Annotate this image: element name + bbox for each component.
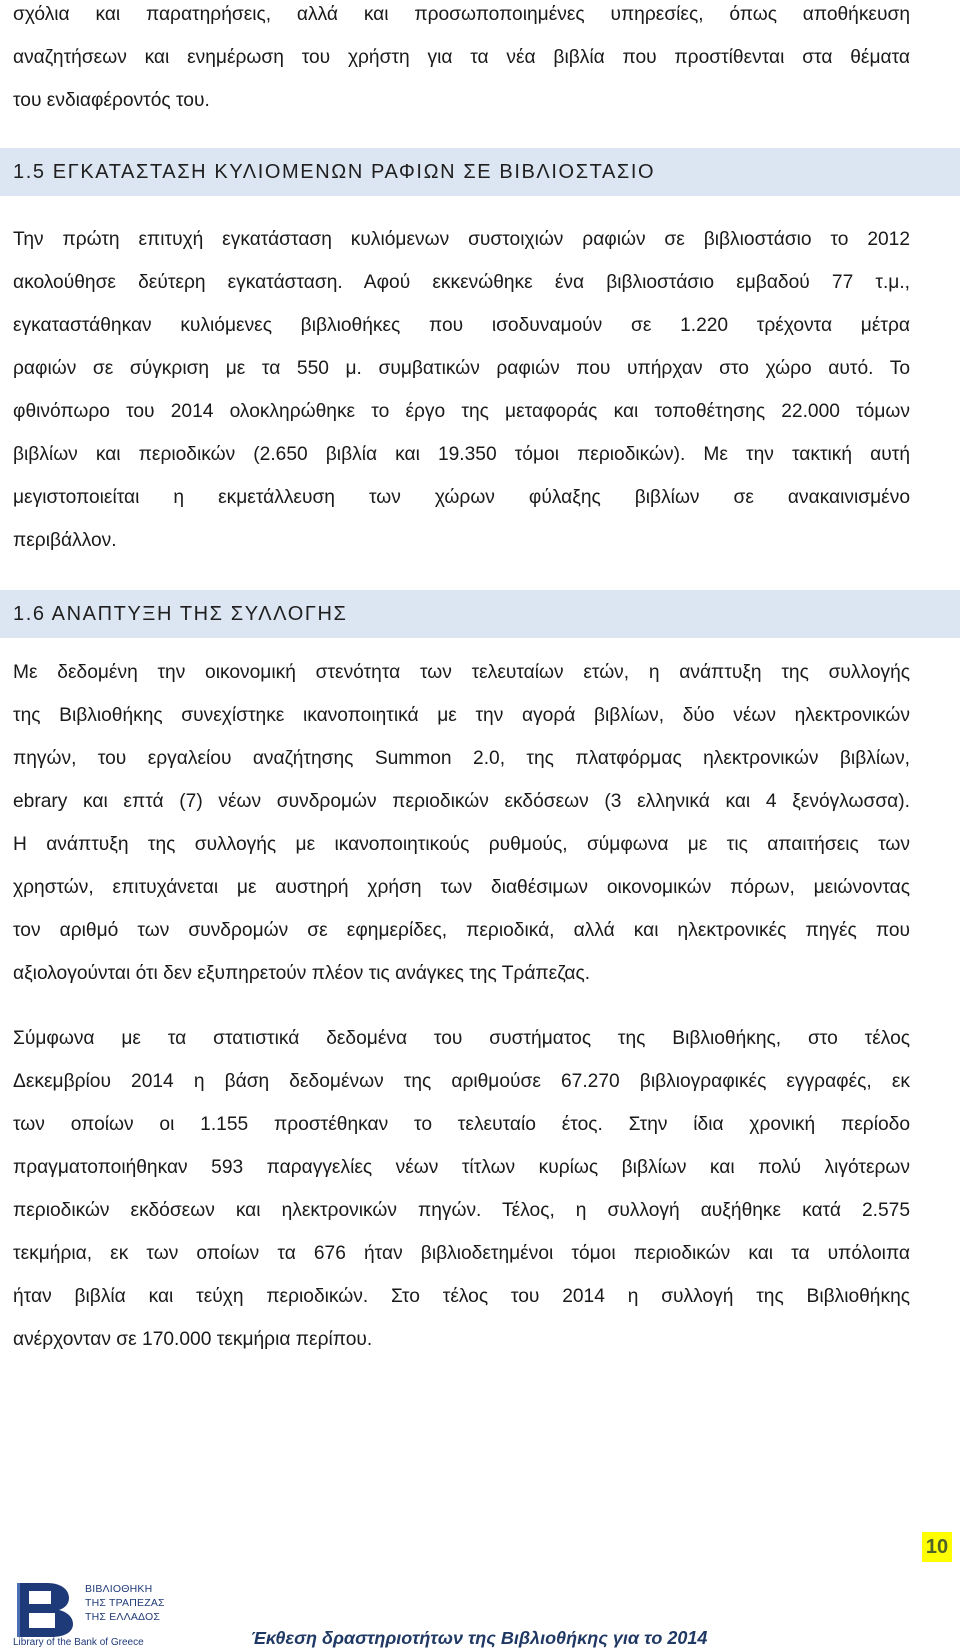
text-line: τεκμήρια, εκ των οποίων τα 676 ήταν βιβλιοδετημένοι τόμοι περιοδικών και τα υπόλοιπα bbox=[13, 1243, 910, 1264]
text-line: των οποίων οι 1.155 προστέθηκαν το τελευταίο έτος. Στην ίδια χρονική περίοδο bbox=[13, 1114, 910, 1135]
intro-paragraph bbox=[13, 0, 910, 122]
text-line: Σύμφωνα με τα στατιστικά δεδομένα του συστήματος της Βιβλιοθήκης, στο τέλος bbox=[13, 1028, 910, 1049]
text-line: αναζητήσεων και ενημέρωση του χρήστη για τα νέα βιβλία που προστίθενται στα θέματα bbox=[13, 47, 910, 68]
text-line: ήταν βιβλία και τεύχη περιοδικών. Στο τέλος του 2014 η συλλογή της Βιβλιοθήκης bbox=[13, 1286, 910, 1307]
text-line: Δεκεμβρίου 2014 η βάση δεδομένων της αριθμούσε 67.270 βιβλιογραφικές εγγραφές, εκ bbox=[13, 1071, 910, 1092]
text-line: ανέρχονταν σε 170.000 τεκμήρια περίπου. bbox=[13, 1329, 373, 1350]
text-line: σχόλια και παρατηρήσεις, αλλά και προσωποποιημένες υπηρεσίες, όπως αποθήκευση bbox=[13, 4, 910, 25]
page-number: 10 bbox=[922, 1532, 952, 1562]
text-line: εγκαταστάθηκαν κυλιόμενες βιβλιοθήκες που ισοδυναμούν σε 1.220 τρέχοντα μέτρα bbox=[13, 315, 910, 336]
text-line: περιοδικών εκδόσεων και ηλεκτρονικών πηγών. Τέλος, η συλλογή αυξήθηκε κατά 2.575 bbox=[13, 1200, 910, 1221]
text-line: ραφιών σε σύγκριση με τα 550 μ. συμβατικών ραφιών που υπήρχαν στο χώρο αυτό. Το bbox=[13, 358, 910, 379]
report-footer-title: Έκθεση δραστηριοτήτων της Βιβλιοθήκης για το 2014 bbox=[250, 1628, 708, 1648]
logo-text-line-3: ΤΗΣ ΕΛΛΑΔΟΣ bbox=[85, 1611, 161, 1623]
text-line: πραγματοποιήθηκαν 593 παραγγελίες νέων τίτλων κυρίως βιβλίων και πολύ λιγότερων bbox=[13, 1157, 910, 1178]
bank-of-greece-library-logo bbox=[13, 1581, 165, 1648]
text-line: τον αριθμό των συνδρομών σε εφημερίδες, περιοδικά, αλλά και ηλεκτρονικές πηγές που bbox=[13, 920, 910, 941]
text-line: του ενδιαφέροντός του. bbox=[13, 90, 210, 111]
text-line: χρηστών, επιτυχάνεται με αυστηρή χρήση των διαθέσιμων οικονομικών πόρων, μειώνοντας bbox=[13, 877, 910, 898]
logo-text-line-1: ΒΙΒΛΙΟΘΗΚΗ bbox=[85, 1583, 153, 1595]
section-1-6-paragraph-1 bbox=[13, 651, 910, 995]
library-b-logo-icon bbox=[13, 1581, 83, 1637]
text-line: περιβάλλον. bbox=[13, 530, 117, 551]
text-line: βιβλίων και περιοδικών (2.650 βιβλία και 19.350 τόμοι περιοδικών). Με την τακτική αυτή bbox=[13, 444, 910, 465]
text-line: της Βιβλιοθήκης συνεχίστηκε ικανοποιητικά με την αγορά βιβλίων, δύο νέων ηλεκτρονικών bbox=[13, 705, 910, 726]
text-line: αξιολογούνται ότι δεν εξυπηρετούν πλέον τις ανάγκες της Τράπεζας. bbox=[13, 963, 591, 984]
logo-caption: Library of the Bank of Greece bbox=[13, 1637, 144, 1648]
text-line: ακολούθησε δεύτερη εγκατάσταση. Αφού εκκενώθηκε ένα βιβλιοστάσιο εμβαδού 77 τ.μ., bbox=[13, 272, 910, 293]
text-line: πηγών, του εργαλείου αναζήτησης Summon 2.0, της πλατφόρμας ηλεκτρονικών βιβλίων, bbox=[13, 748, 910, 769]
text-line: Την πρώτη επιτυχή εγκατάσταση κυλιόμενων συστοιχιών ραφιών σε βιβλιοστάσιο το 2012 bbox=[13, 229, 910, 250]
section-1-5-paragraph bbox=[13, 218, 910, 562]
section-1-6-paragraph-2 bbox=[13, 1017, 910, 1361]
text-line: Με δεδομένη την οικονομική στενότητα των τελευταίων ετών, η ανάπτυξη της συλλογής bbox=[13, 662, 910, 683]
text-line: φθινόπωρο του 2014 ολοκληρώθηκε το έργο της μεταφοράς και τοποθέτησης 22.000 τόμων bbox=[13, 401, 910, 422]
text-line: Η ανάπτυξη της συλλογής με ικανοποιητικούς ρυθμούς, σύμφωνα με τις απαιτήσεις των bbox=[13, 834, 910, 855]
section-heading-1-5: 1.5 ΕΓΚΑΤΑΣΤΑΣΗ ΚΥΛΙΟΜΕΝΩΝ ΡΑΦΙΩΝ ΣΕ ΒΙΒΛΙΟΣΤΑΣΙΟ bbox=[0, 148, 960, 196]
logo-text-line-2: ΤΗΣ ΤΡΑΠΕΖΑΣ bbox=[85, 1597, 165, 1609]
text-line: ebrary και επτά (7) νέων συνδρομών περιοδικών εκδόσεων (3 ελληνικά και 4 ξενόγλωσσα). bbox=[13, 791, 910, 812]
section-heading-1-6: 1.6 ΑΝΑΠΤΥΞΗ ΤΗΣ ΣΥΛΛΟΓΗΣ bbox=[0, 590, 960, 638]
text-line: μεγιστοποιείται η εκμετάλλευση των χώρων φύλαξης βιβλίων σε ανακαινισμένο bbox=[13, 487, 910, 508]
